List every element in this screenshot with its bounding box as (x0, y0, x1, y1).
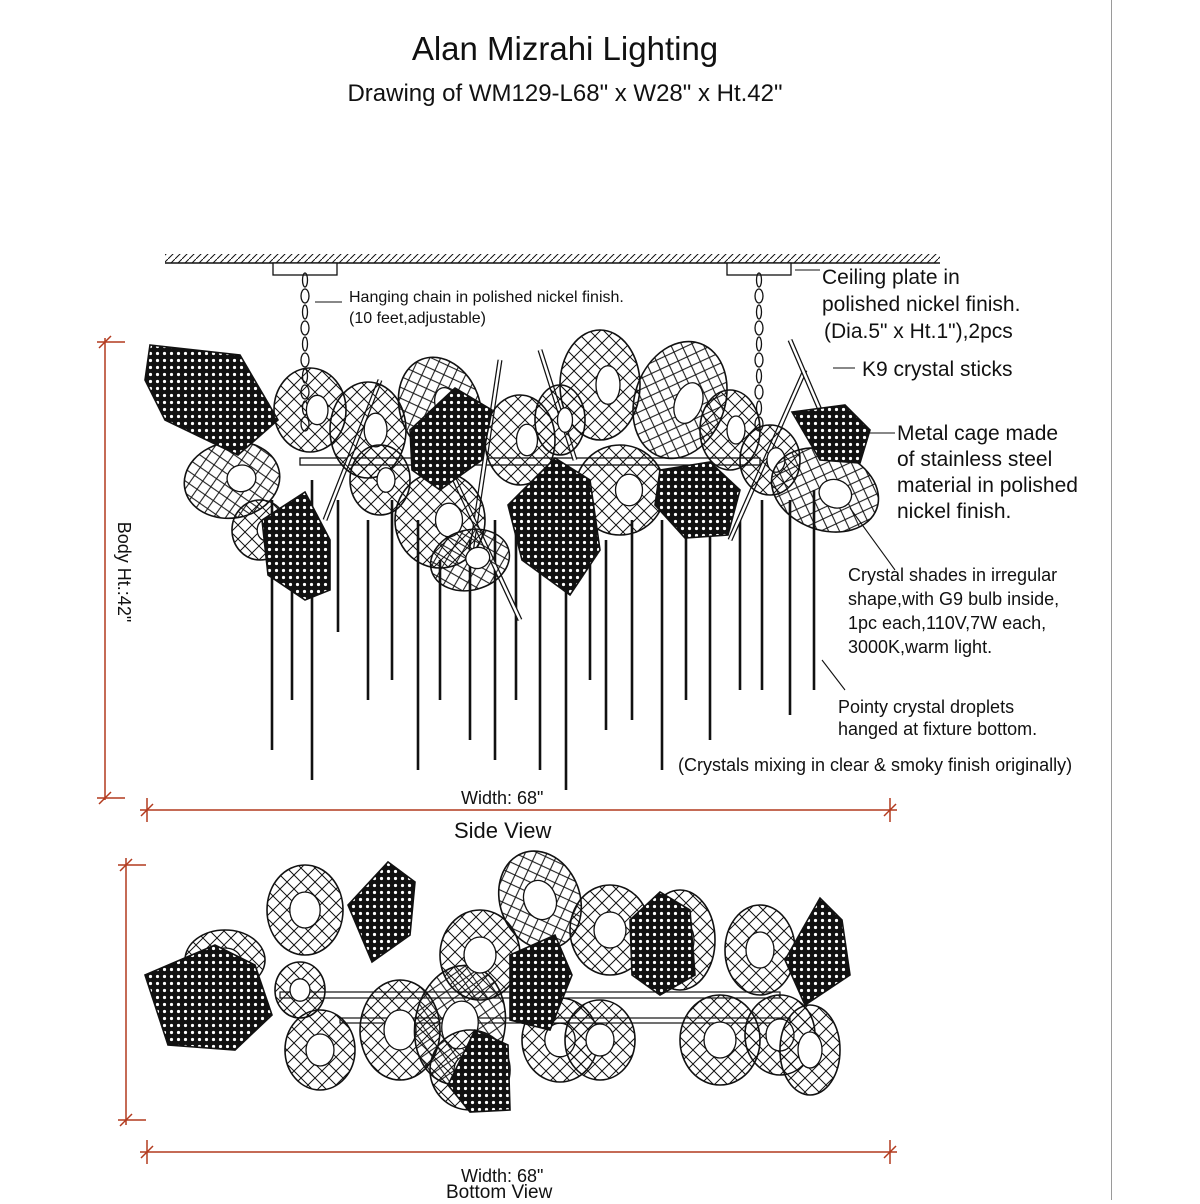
bulb-opening (364, 413, 387, 447)
crystal-shade (780, 1005, 840, 1095)
bulb-opening (377, 468, 395, 493)
bulb-opening (586, 1024, 614, 1056)
side-view-label: Side View (454, 818, 552, 843)
metal-cage-shade (785, 898, 850, 1005)
bulb-opening (517, 424, 538, 456)
chain-link (755, 321, 763, 335)
finish-note: (Crystals mixing in clear & smoky finish originally) (678, 755, 1073, 775)
crystal-shade (285, 1010, 355, 1090)
metal-cage-shade (655, 462, 740, 538)
crystal-sticks-callout: K9 crystal sticks (862, 358, 1013, 381)
chain-link (755, 385, 763, 399)
bulb-opening (704, 1022, 736, 1058)
bulb-opening (306, 395, 328, 424)
chain-link (757, 369, 762, 383)
bottom-view-fixture (145, 839, 850, 1112)
bulb-opening (596, 366, 620, 405)
droplets-callout: Pointy crystal droplets hanged at fixture bottom. (838, 697, 1038, 739)
crystal-shades-callout: Crystal shades in irregular shape,with G9 bulb inside, 1pc each,110V,7W each, 3000K,warm light. (848, 565, 1060, 657)
chain-link (303, 337, 308, 351)
crystal-shade (267, 865, 343, 955)
bulb-opening (290, 979, 310, 1001)
bulb-opening (306, 1034, 334, 1066)
metal-cage-shade (145, 345, 278, 455)
crystal-shade (725, 905, 795, 995)
chain-link (303, 305, 308, 319)
chain-link (301, 353, 309, 367)
chain-link (301, 321, 309, 335)
bulb-opening (798, 1032, 822, 1068)
side-height-label: Body Ht.:42" (114, 521, 134, 623)
crystal-shade (275, 962, 325, 1018)
drawing-subtitle: Drawing of WM129-L68" x W28" x Ht.42" (347, 80, 783, 107)
chain-callout: Hanging chain in polished nickel finish. (10 feet,adjustable) (349, 289, 624, 327)
crystal-shade (565, 1000, 635, 1080)
side-width-label: Width: 68" (461, 788, 544, 808)
bulb-opening (558, 408, 573, 433)
bulb-opening (727, 416, 745, 444)
bulb-opening (594, 912, 626, 948)
bulb-opening (290, 892, 320, 928)
chain-link (757, 337, 762, 351)
bulb-opening (464, 937, 496, 973)
bottom-view-label: Bottom View (446, 1182, 553, 1203)
drawing-title: Alan Mizrahi Lighting (411, 30, 719, 67)
metal-cage-shade (348, 862, 415, 962)
ceiling (165, 254, 940, 263)
bulb-opening (384, 1010, 416, 1050)
bulb-opening (616, 474, 643, 506)
bottom-width-label: Width: 68" (461, 1166, 544, 1186)
metal-cage-callout: Metal cage made of stainless steel material in polished nickel finish. (897, 422, 1078, 523)
ceiling-plate-callout: Ceiling plate in polished nickel finish. (Dia.5" x Ht.1"),2pcs (822, 266, 1021, 343)
bulb-opening (746, 932, 774, 968)
chain-link (755, 289, 763, 303)
crystal-shade (535, 385, 585, 455)
chain-link (755, 353, 763, 367)
chain-link (301, 289, 309, 303)
chain-link (757, 305, 762, 319)
side-view-fixture (145, 328, 890, 790)
ceiling-plates (273, 263, 791, 275)
